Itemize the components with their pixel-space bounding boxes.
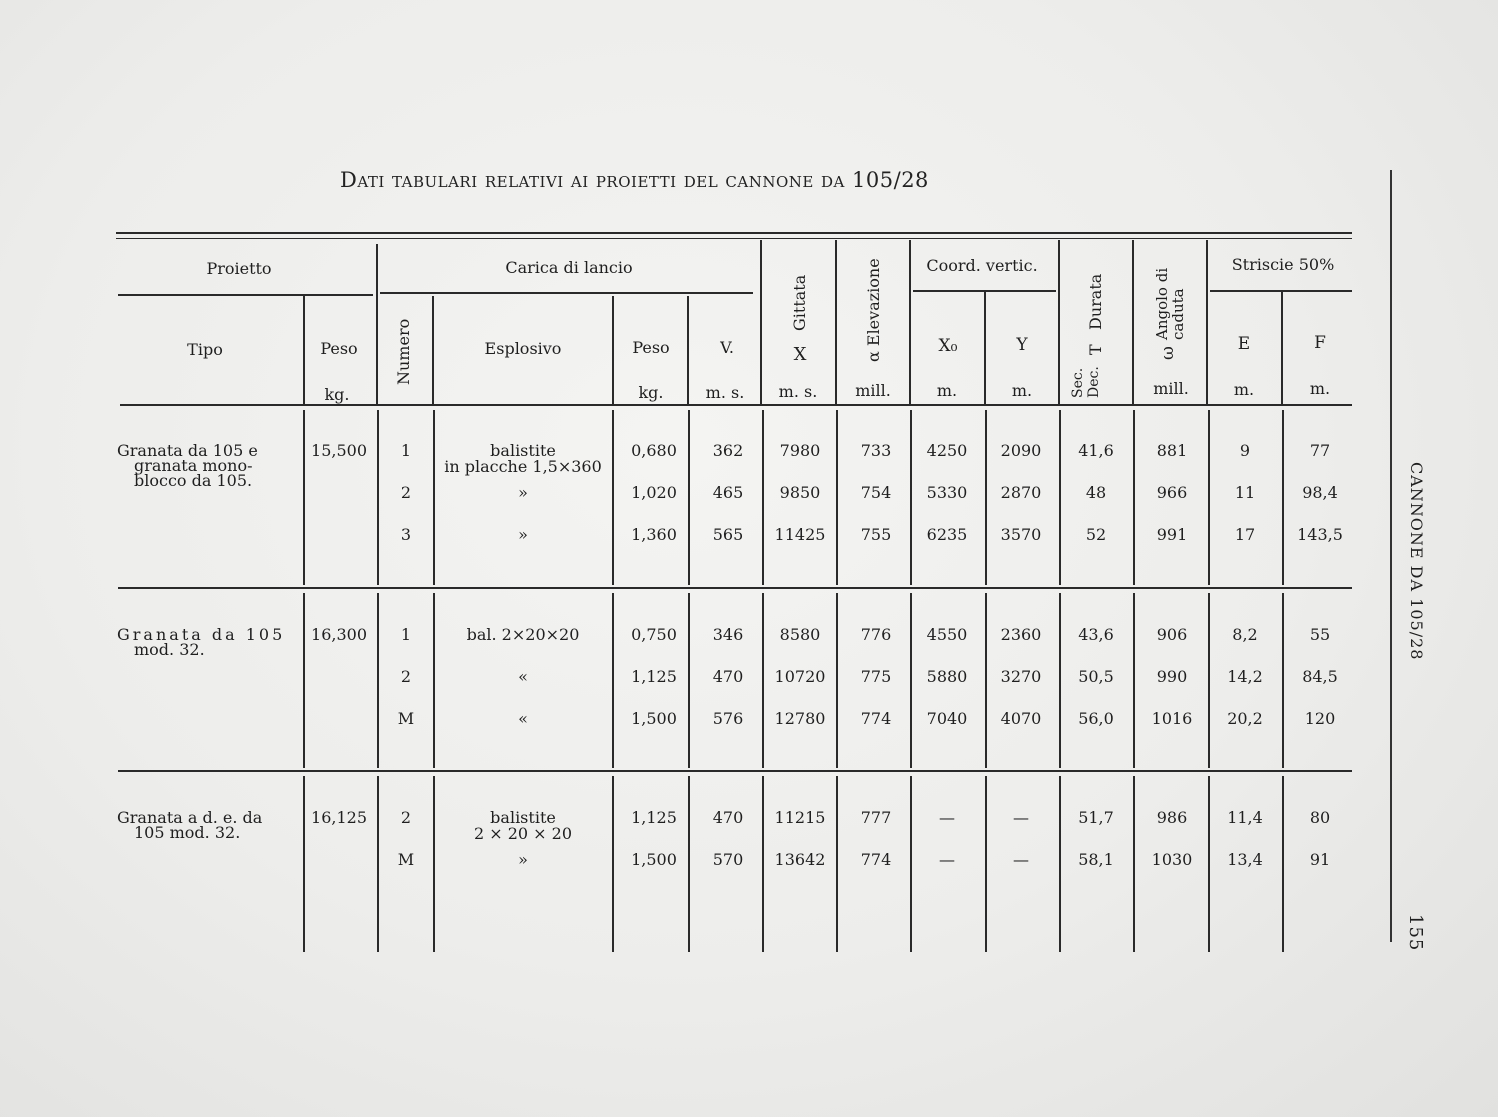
value-cell-t: 43,6 [1078, 625, 1114, 644]
value-cell-omega: 1016 [1151, 709, 1193, 728]
body-col-rule [303, 593, 305, 768]
header-col-rule [1281, 292, 1283, 404]
body-col-rule [762, 410, 764, 585]
value-cell-y: 3270 [1000, 667, 1042, 686]
body-col-rule [762, 593, 764, 768]
header-carica: Carica di lancio [505, 258, 633, 277]
value-cell-x: 8580 [779, 625, 821, 644]
esplosivo-cell: « [518, 709, 528, 728]
body-col-rule [910, 593, 912, 768]
page-number: 155 [1405, 914, 1426, 952]
tipo-label: Granata da 105 [117, 625, 286, 644]
header-elevazione: α Elevazione [864, 258, 883, 362]
value-cell-x0: 4550 [926, 625, 968, 644]
esplosivo-cell: 2 × 20 × 20 [473, 824, 573, 843]
value-cell-t: 52 [1085, 525, 1107, 544]
proiettile-peso: 16,300 [311, 625, 367, 644]
header-x: X [793, 344, 807, 365]
header-col-rule [1058, 240, 1060, 404]
value-cell-peso: 1,125 [631, 667, 677, 686]
header-col-rule [687, 296, 689, 404]
numero-cell: M [397, 709, 415, 728]
body-col-rule [688, 410, 690, 585]
esplosivo-cell: balistite [490, 808, 556, 827]
body-col-rule [303, 776, 305, 952]
header-m-e: m. [1233, 380, 1255, 399]
value-cell-el: 774 [860, 709, 892, 728]
tipo-label: mod. 32. [134, 640, 205, 659]
header-subrule-proietto [118, 294, 373, 296]
value-cell-x: 9850 [779, 483, 821, 502]
value-cell-f: 91 [1309, 850, 1331, 869]
value-cell-t: 48 [1085, 483, 1107, 502]
body-col-rule [1208, 776, 1210, 952]
header-col-rule [432, 296, 434, 404]
body-col-rule [612, 776, 614, 952]
proiettile-peso: 16,125 [311, 808, 367, 827]
numero-cell: 1 [400, 625, 412, 644]
body-col-rule [612, 410, 614, 585]
header-col-rule [1206, 240, 1208, 404]
header-mill-el: mill. [855, 381, 891, 400]
value-cell-t: 41,6 [1078, 441, 1114, 460]
value-cell-omega: 991 [1156, 525, 1188, 544]
body-col-rule [612, 593, 614, 768]
body-col-rule [985, 593, 987, 768]
value-cell-el: 754 [860, 483, 892, 502]
body-col-rule [1133, 410, 1135, 585]
header-gittata: Gittata [790, 274, 809, 331]
body-col-rule [688, 776, 690, 952]
body-col-rule [688, 593, 690, 768]
body-col-rule [303, 410, 305, 585]
numero-cell: 2 [400, 483, 412, 502]
body-col-rule [836, 593, 838, 768]
header-col-rule [909, 240, 911, 404]
body-col-rule [1059, 776, 1061, 952]
numero-cell: 1 [400, 441, 412, 460]
value-cell-e: 8,2 [1232, 625, 1258, 644]
value-cell-omega: 1030 [1151, 850, 1193, 869]
header-m-f: m. [1309, 379, 1331, 398]
body-col-rule [985, 776, 987, 952]
tipo-label: 105 mod. 32. [134, 823, 241, 842]
value-cell-el: 733 [860, 441, 892, 460]
header-v: V. [720, 338, 734, 357]
header-col-rule [612, 296, 614, 404]
body-col-rule [1059, 593, 1061, 768]
header-ms-v: m. s. [705, 383, 745, 402]
value-cell-el: 775 [860, 667, 892, 686]
value-cell-f: 80 [1309, 808, 1331, 827]
value-cell-x0: 5330 [926, 483, 968, 502]
value-cell-v: 346 [712, 625, 744, 644]
body-col-rule [910, 776, 912, 952]
value-cell-t: 50,5 [1078, 667, 1114, 686]
header-coord: Coord. vertic. [926, 256, 1038, 275]
header-x0: X₀ [938, 336, 958, 356]
header-esplosivo: Esplosivo [484, 339, 562, 358]
tipo-label: Granata a d. e. da [117, 808, 263, 827]
value-cell-v: 465 [712, 483, 744, 502]
numero-cell: 2 [400, 808, 412, 827]
header-mill-ang: mill. [1153, 379, 1189, 398]
value-cell-v: 362 [712, 441, 744, 460]
body-col-rule [836, 410, 838, 585]
header-m-x0: m. [936, 381, 958, 400]
esplosivo-cell: » [518, 525, 528, 544]
value-cell-peso: 0,680 [631, 441, 677, 460]
value-cell-v: 565 [712, 525, 744, 544]
header-sec-dec: Sec. Dec. [1070, 366, 1102, 398]
value-cell-t: 58,1 [1078, 850, 1114, 869]
header-m-y: m. [1011, 381, 1033, 400]
header-subrule-carica [380, 292, 753, 294]
body-col-rule [377, 776, 379, 952]
numero-cell: M [397, 850, 415, 869]
value-cell-x0: 6235 [926, 525, 968, 544]
header-numero: Numero [394, 318, 413, 385]
header-e: E [1237, 334, 1251, 354]
value-cell-y: 2870 [1000, 483, 1042, 502]
header-omega: ω [1158, 346, 1178, 360]
value-cell-f: 120 [1304, 709, 1336, 728]
value-cell-peso: 0,750 [631, 625, 677, 644]
body-col-rule [836, 776, 838, 952]
value-cell-x0: 5880 [926, 667, 968, 686]
body-col-rule [433, 410, 435, 585]
value-cell-y: 3570 [1000, 525, 1042, 544]
value-cell-el: 755 [860, 525, 892, 544]
value-cell-peso: 1,360 [631, 525, 677, 544]
esplosivo-cell: balistite [490, 441, 556, 460]
header-col-rule [376, 244, 378, 404]
header-col-rule [760, 240, 762, 404]
page-edge-rule [1390, 170, 1392, 942]
value-cell-e: 20,2 [1227, 709, 1263, 728]
value-cell-f: 84,5 [1302, 667, 1338, 686]
body-col-rule [1282, 593, 1284, 768]
header-tipo: Tipo [187, 340, 223, 359]
header-t: T [1086, 344, 1105, 355]
value-cell-peso: 1,500 [631, 709, 677, 728]
value-cell-x0: — [939, 808, 955, 827]
value-cell-f: 143,5 [1297, 525, 1343, 544]
header-col-rule [835, 240, 837, 404]
value-cell-x: 10720 [774, 667, 826, 686]
value-cell-x0: 4250 [926, 441, 968, 460]
value-cell-t: 56,0 [1078, 709, 1114, 728]
value-cell-x0: 7040 [926, 709, 968, 728]
value-cell-y: — [1013, 850, 1029, 869]
value-cell-e: 17 [1234, 525, 1256, 544]
value-cell-peso: 1,020 [631, 483, 677, 502]
value-cell-y: 2090 [1000, 441, 1042, 460]
value-cell-omega: 906 [1156, 625, 1188, 644]
header-proietto: Proietto [206, 259, 272, 278]
value-cell-omega: 990 [1156, 667, 1188, 686]
body-col-rule [1133, 776, 1135, 952]
proiettile-peso: 15,500 [311, 441, 367, 460]
body-col-rule [377, 410, 379, 585]
group-rule-2 [118, 770, 1352, 772]
header-bottom-rule [120, 404, 1352, 406]
value-cell-omega: 986 [1156, 808, 1188, 827]
value-cell-v: 470 [712, 667, 744, 686]
value-cell-x: 7980 [779, 441, 821, 460]
value-cell-e: 9 [1239, 441, 1251, 460]
body-col-rule [1282, 776, 1284, 952]
value-cell-peso: 1,500 [631, 850, 677, 869]
header-ms-x: m. s. [778, 382, 818, 401]
tipo-label: granata mono- [134, 456, 253, 475]
value-cell-f: 77 [1309, 441, 1331, 460]
value-cell-y: 4070 [1000, 709, 1042, 728]
numero-cell: 2 [400, 667, 412, 686]
value-cell-y: — [1013, 808, 1029, 827]
value-cell-e: 11 [1234, 483, 1256, 502]
body-col-rule [1133, 593, 1135, 768]
header-col-rule [984, 292, 986, 404]
header-kg: kg. [324, 385, 350, 404]
value-cell-el: 774 [860, 850, 892, 869]
body-col-rule [1208, 593, 1210, 768]
esplosivo-cell: » [518, 850, 528, 869]
esplosivo-cell: » [518, 483, 528, 502]
page-title: Dati tabulari relativi ai proietti del cannone da 105/28 [340, 168, 929, 192]
header-striscie: Striscie 50% [1231, 255, 1335, 274]
body-col-rule [1208, 410, 1210, 585]
value-cell-x: 11215 [774, 808, 826, 827]
body-col-rule [1059, 410, 1061, 585]
value-cell-el: 776 [860, 625, 892, 644]
value-cell-v: 576 [712, 709, 744, 728]
header-durata: Durata [1086, 273, 1105, 330]
value-cell-x: 11425 [774, 525, 826, 544]
value-cell-e: 11,4 [1227, 808, 1263, 827]
esplosivo-cell: « [518, 667, 528, 686]
value-cell-f: 98,4 [1302, 483, 1338, 502]
value-cell-y: 2360 [1000, 625, 1042, 644]
value-cell-el: 777 [860, 808, 892, 827]
body-col-rule [985, 410, 987, 585]
esplosivo-cell: in placche 1,5×360 [444, 457, 602, 476]
value-cell-e: 13,4 [1227, 850, 1263, 869]
header-f: F [1314, 333, 1326, 353]
tipo-label: Granata da 105 e [117, 441, 258, 460]
esplosivo-cell: bal. 2×20×20 [466, 625, 580, 644]
value-cell-peso: 1,125 [631, 808, 677, 827]
value-cell-f: 55 [1309, 625, 1331, 644]
numero-cell: 3 [400, 525, 412, 544]
header-peso: Peso [320, 339, 358, 358]
value-cell-omega: 881 [1156, 441, 1188, 460]
header-col-rule [303, 296, 305, 404]
body-col-rule [377, 593, 379, 768]
header-angolo: Angolo di caduta [1153, 267, 1187, 340]
body-col-rule [762, 776, 764, 952]
value-cell-x: 12780 [774, 709, 826, 728]
side-running-head: CANNONE DA 105/28 [1407, 462, 1426, 661]
body-col-rule [910, 410, 912, 585]
body-col-rule [433, 593, 435, 768]
value-cell-x0: — [939, 850, 955, 869]
value-cell-t: 51,7 [1078, 808, 1114, 827]
header-kg-carica: kg. [638, 383, 664, 402]
body-col-rule [433, 776, 435, 952]
tipo-label: blocco da 105. [134, 471, 253, 490]
header-col-rule [1132, 240, 1134, 404]
header-peso-carica: Peso [632, 338, 670, 357]
header-y: Y [1016, 335, 1028, 355]
group-rule-1 [118, 587, 1352, 589]
value-cell-omega: 966 [1156, 483, 1188, 502]
value-cell-e: 14,2 [1227, 667, 1263, 686]
body-col-rule [1282, 410, 1284, 585]
value-cell-x: 13642 [774, 850, 826, 869]
value-cell-v: 470 [712, 808, 744, 827]
value-cell-v: 570 [712, 850, 744, 869]
